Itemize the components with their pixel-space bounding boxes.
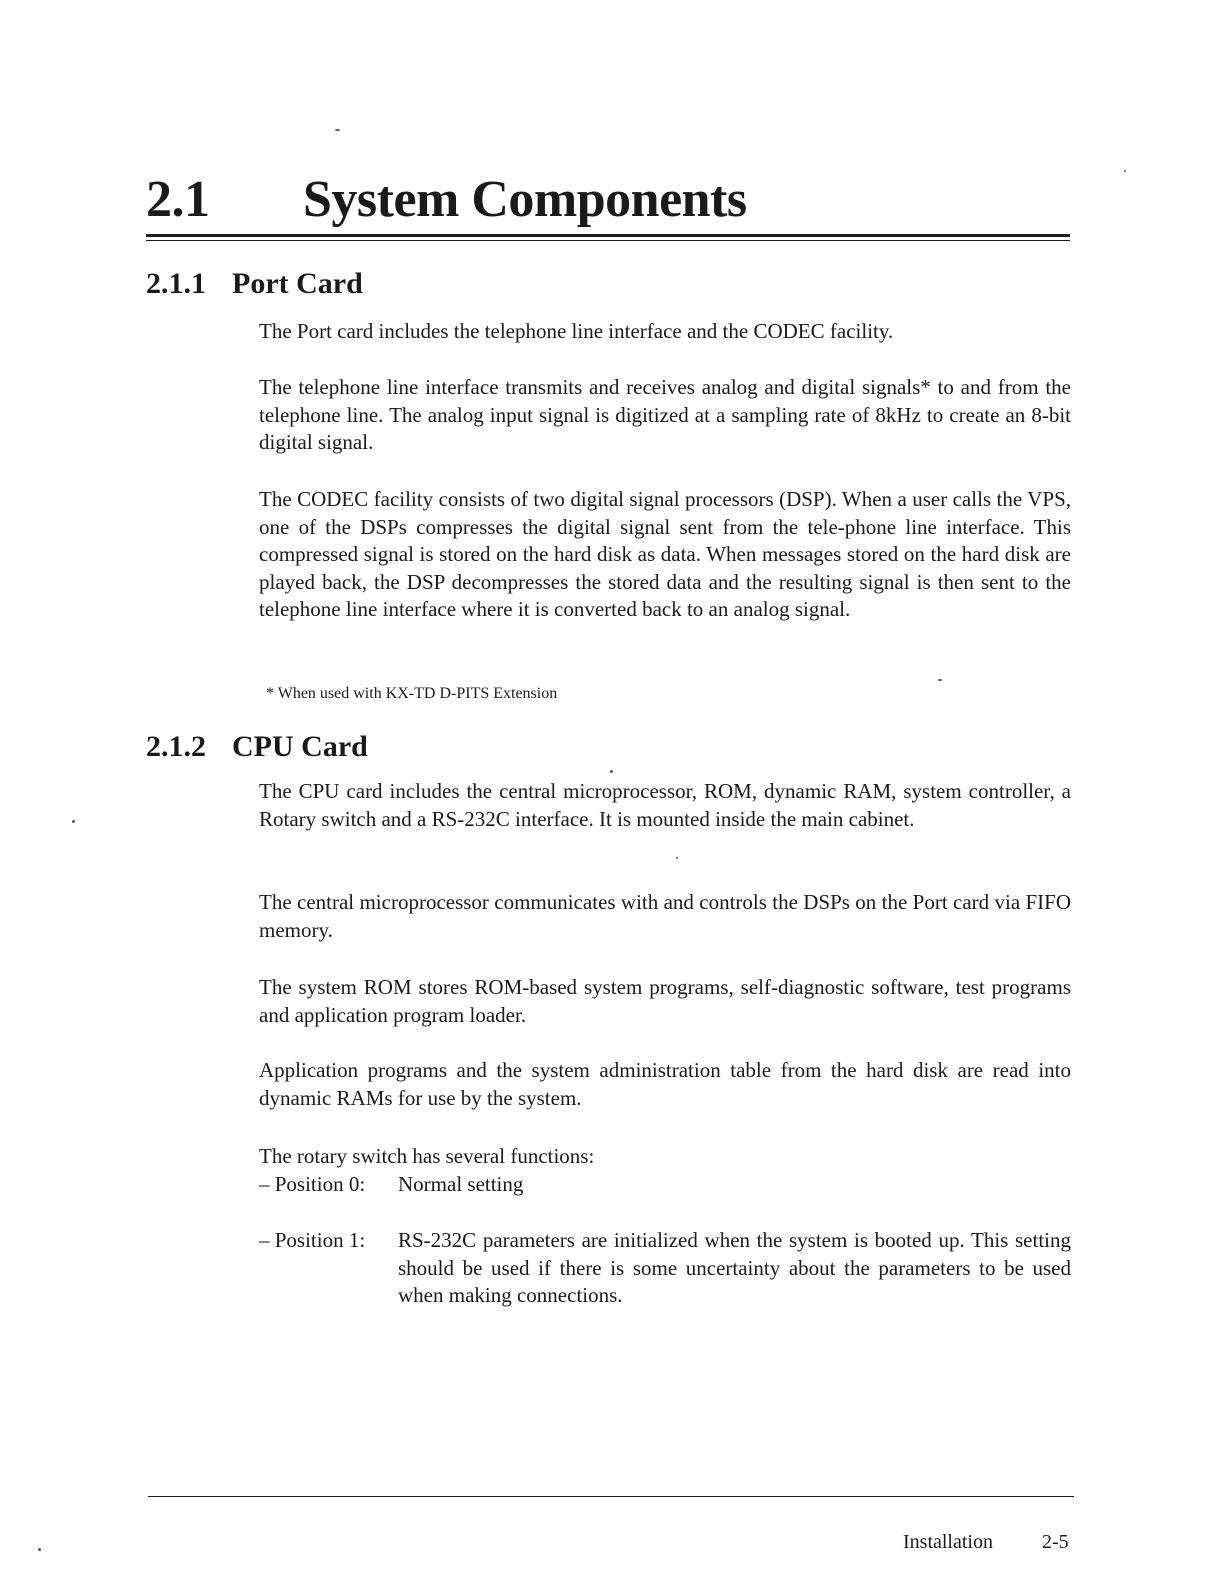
section-number: 2.1.1: [146, 267, 206, 300]
position-label: – Position 1:: [259, 1228, 366, 1252]
paragraph: The system ROM stores ROM-based system programs, self-diagnostic software, test programs and application program loader.: [259, 975, 1071, 1027]
section-title: CPU Card: [232, 730, 368, 763]
chapter-number: 2.1: [146, 171, 210, 228]
scan-speck: [1124, 170, 1126, 172]
paragraph: The CPU card includes the central microprocessor, ROM, dynamic RAM, system controller, a Rotary switch and a RS-232C interface. It is mounted inside the main cabinet.: [259, 779, 1071, 831]
scan-speck: [938, 679, 942, 681]
paragraph: The CODEC facility consists of two digital signal processors (DSP). When a user calls the VPS, one of the DSPs compresses the digital signal sent from the tele-phone line interface. This compressed signal is stored on the hard disk as data. When messages stored on the hard disk are played back, the DSP decompresses the stored data and the resulting signal is then sent to the telephone line interface where it is converted back to an analog signal.: [259, 487, 1071, 621]
scan-speck: [38, 1548, 41, 1551]
section-number: 2.1.2: [146, 730, 206, 763]
heading-rule-thick: [146, 234, 1070, 237]
scan-speck: [72, 820, 75, 823]
footer-section-name: Installation: [903, 1531, 993, 1553]
chapter-title: System Components: [303, 171, 747, 228]
footer-rule: [148, 1496, 1074, 1497]
scan-speck: [335, 129, 340, 131]
position-label: – Position 0:: [259, 1172, 366, 1196]
paragraph: The Port card includes the telephone line interface and the CODEC facility.: [259, 319, 894, 343]
paragraph: The central microprocessor communicates with and controls the DSPs on the Port card via FIFO memory.: [259, 890, 1071, 942]
scan-speck: [610, 770, 613, 773]
paragraph: The rotary switch has several functions:: [259, 1144, 595, 1168]
position-description: RS-232C parameters are initialized when the system is booted up. This setting should be used if there is some uncertainty about the parameters to be used when making connections.: [398, 1228, 1071, 1307]
position-description: Normal setting: [398, 1172, 524, 1196]
paragraph: The telephone line interface transmits and receives analog and digital signals* to and from the telephone line. The analog input signal is digitized at a sampling rate of 8kHz to create an 8-bit digital signal.: [259, 375, 1071, 454]
section-title: Port Card: [232, 267, 363, 300]
scan-speck: [676, 857, 678, 859]
page-number: 2-5: [1042, 1531, 1069, 1553]
footnote: * When used with KX-TD D-PITS Extension: [266, 685, 558, 702]
heading-rule-thin: [146, 240, 1070, 241]
paragraph: Application programs and the system administration table from the hard disk are read into dynamic RAMs for use by the system.: [259, 1058, 1071, 1110]
